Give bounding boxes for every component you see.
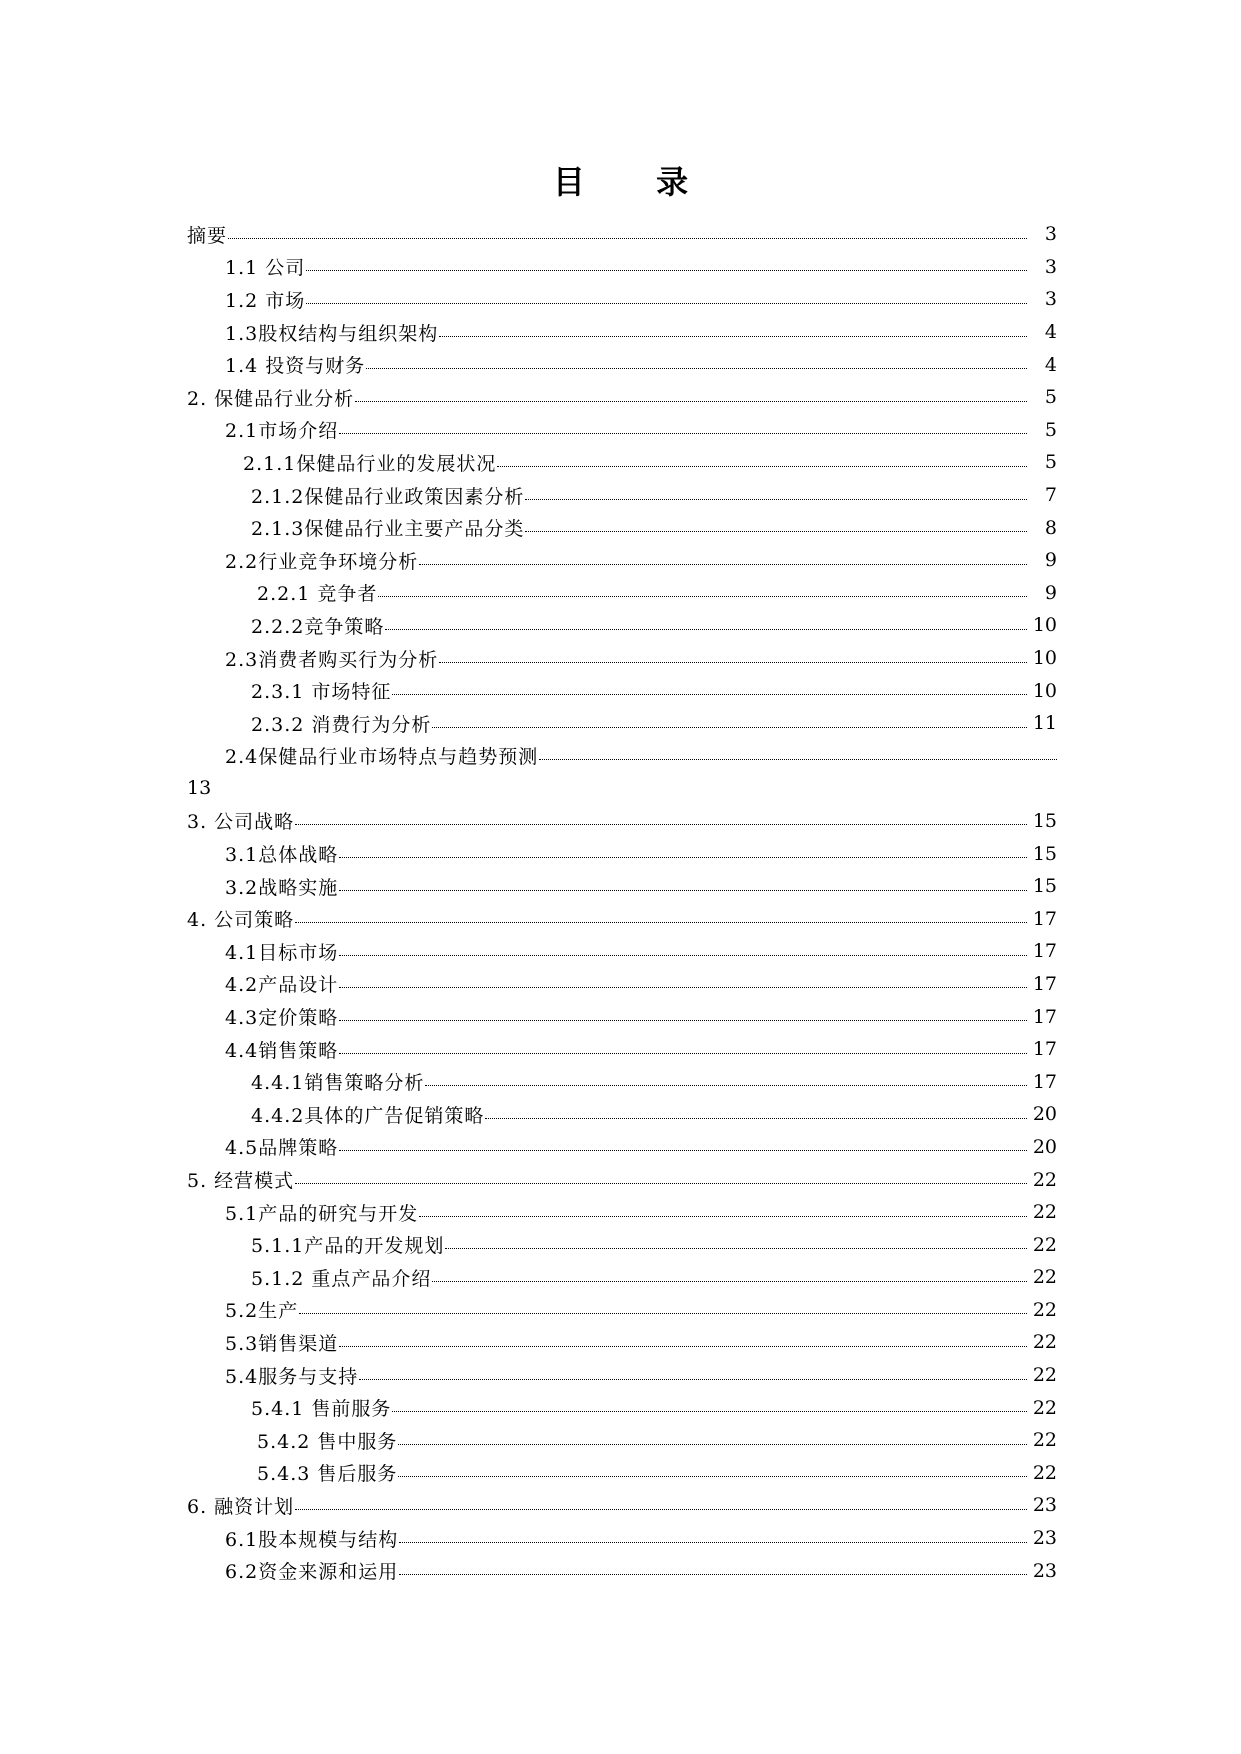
toc-entry-text: 5.4.1 售前服务 [251,1398,392,1421]
toc-entry-2-2[interactable] [187,544,1057,577]
toc-entry-2-1-2[interactable] [187,479,1057,512]
toc-entry-text: 3.2战略实施 [225,876,339,899]
toc-entry-abstract[interactable] [187,218,1057,251]
toc-entry-text: 2.2行业竞争环境分析 [225,550,419,573]
toc-entry-2-4-page-line [187,772,1057,805]
toc-page-number: 8 [1044,516,1057,539]
toc-entry-4-2[interactable] [187,968,1057,1001]
toc-page-number: 17 [1032,972,1057,995]
toc-entry-text: 1.4 投资与财务 [225,355,366,378]
toc-entry-5-1-2[interactable] [187,1261,1057,1294]
toc-page-number: 17 [1032,1070,1057,1093]
toc-page-number: 23 [1032,1559,1057,1582]
toc-entry-text: 5.1.2 重点产品介绍 [251,1267,432,1290]
toc-entry-1-2[interactable] [187,283,1057,316]
toc-entry-2-1-3[interactable] [187,511,1057,544]
toc-entry-2-2-2[interactable] [187,609,1057,642]
dot-leader [339,857,1027,858]
toc-title: 目 录 [552,163,719,201]
dot-leader [419,1216,1027,1217]
toc-entry-text: 2.3.1 市场特征 [251,681,392,704]
toc-entry-text: 4.3定价策略 [225,1007,339,1030]
toc-entry-text: 2.3消费者购买行为分析 [225,648,439,671]
toc-page-number: 3 [1044,255,1057,278]
toc-entry-2-3-1[interactable] [187,674,1057,707]
dot-leader [339,1150,1027,1151]
toc-entry-3-1[interactable] [187,837,1057,870]
toc-entry-text: 6. 融资计划 [187,1495,295,1518]
dot-leader [398,1476,1026,1477]
dot-leader [306,270,1027,271]
toc-entry-5[interactable] [187,1163,1057,1196]
toc-entry-text: 5.2生产 [225,1300,299,1323]
toc-page-number: 22 [1032,1266,1057,1289]
toc-page-number: 22 [1032,1168,1057,1191]
toc-entry-text: 2.2.1 竞争者 [257,583,378,606]
toc-entry-2-2-1[interactable] [187,577,1057,610]
toc-entry-text: 2. 保健品行业分析 [187,387,355,410]
dot-leader [485,1118,1026,1119]
toc-page-number: 23 [1032,1527,1057,1550]
toc-entry-text: 5.1产品的研究与开发 [225,1202,419,1225]
toc-entry-text: 摘要 [187,224,228,247]
toc-page-number: 22 [1032,1364,1057,1387]
toc-page-number: 4 [1044,321,1057,344]
dot-leader [399,1574,1027,1575]
toc-page-number: 20 [1032,1103,1057,1126]
toc-entry-5-4-3[interactable] [187,1457,1057,1490]
toc-entry-text: 3.1总体战略 [225,844,339,867]
dot-leader [339,987,1027,988]
toc-entry-2-4[interactable] [187,740,1057,773]
toc-entry-4-4-1[interactable] [187,1065,1057,1098]
toc-entry-text: 6.1股本规模与结构 [225,1528,399,1551]
dot-leader [445,1248,1026,1249]
toc-entry-text: 4. 公司策略 [187,909,295,932]
toc-entry-1-3[interactable] [187,316,1057,349]
dot-leader [355,401,1027,402]
toc-entry-text: 1.2 市场 [225,289,306,312]
toc-entry-6-2[interactable] [187,1554,1057,1587]
toc-entry-text: 2.4保健品行业市场特点与趋势预测 [225,746,539,769]
toc-entry-5-4[interactable] [187,1359,1057,1392]
dot-leader [295,1183,1027,1184]
dot-leader [306,303,1027,304]
toc-entry-text: 4.2产品设计 [225,974,339,997]
toc-page-number: 17 [1032,940,1057,963]
toc-entry-text: 1.1 公司 [225,257,306,280]
toc-entry-text: 5.4服务与支持 [225,1365,359,1388]
toc-entry-text: 5.3销售渠道 [225,1332,339,1355]
dot-leader [339,955,1027,956]
toc-page-number: 23 [1032,1494,1057,1517]
toc-entry-2-1[interactable] [187,414,1057,447]
toc-page-number: 17 [1032,1005,1057,1028]
dot-leader [366,368,1027,369]
toc-entry-text: 4.1目标市场 [225,941,339,964]
toc-page-number: 15 [1032,809,1057,832]
dot-leader [385,629,1026,630]
toc-entry-text: 2.1市场介绍 [225,420,339,443]
toc-entry-4-4[interactable] [187,1033,1057,1066]
toc-entry-2-3[interactable] [187,642,1057,675]
toc-page-number: 15 [1032,842,1057,865]
dot-leader [378,596,1027,597]
toc-page-number: 22 [1032,1233,1057,1256]
toc-page-number: 10 [1032,614,1057,637]
toc-list [187,218,1057,1587]
toc-page-number: 9 [1044,549,1057,572]
toc-page-number: 17 [1032,907,1057,930]
toc-entry-text: 5. 经营模式 [187,1170,295,1193]
toc-page-number: 5 [1044,451,1057,474]
dot-leader [432,1281,1026,1282]
toc-entry-text: 2.1.1保健品行业的发展状况 [243,452,497,475]
toc-entry-2-3-2[interactable] [187,707,1057,740]
toc-entry-text: 5.1.1产品的开发规划 [251,1235,445,1258]
toc-entry-4-5[interactable] [187,1131,1057,1164]
toc-entry-6-1[interactable] [187,1522,1057,1555]
dot-leader [295,922,1027,923]
dot-leader [392,694,1026,695]
toc-page-number: 22 [1032,1331,1057,1354]
toc-page-number: 22 [1032,1396,1057,1419]
dot-leader [295,824,1027,825]
toc-entry-4-3[interactable] [187,1000,1057,1033]
toc-entry-text: 5.4.2 售中服务 [257,1430,398,1453]
toc-page-number: 10 [1032,679,1057,702]
toc-page-number: 17 [1032,1038,1057,1061]
toc-entry-text: 2.1.3保健品行业主要产品分类 [251,518,525,541]
toc-entry-1-1[interactable] [187,251,1057,284]
toc-entry-5-3[interactable] [187,1326,1057,1359]
dot-leader [432,727,1026,728]
toc-entry-5-4-1[interactable] [187,1391,1057,1424]
dot-leader [439,336,1027,337]
dot-leader [299,1313,1027,1314]
dot-leader [398,1444,1026,1445]
dot-leader [295,1509,1027,1510]
toc-page-number: 22 [1032,1429,1057,1452]
dot-leader [497,466,1027,467]
toc-entry-text: 4.4销售策略 [225,1039,339,1062]
toc-page-number: 5 [1044,418,1057,441]
toc-entry-6[interactable] [187,1489,1057,1522]
toc-entry-text: 2.3.2 消费行为分析 [251,713,432,736]
toc-page-number: 3 [1044,223,1057,246]
dot-leader [339,1053,1027,1054]
dot-leader [392,1411,1026,1412]
dot-leader [339,1346,1027,1347]
toc-page-number: 11 [1032,712,1057,735]
toc-page-number: 22 [1032,1201,1057,1224]
toc-entry-5-1-1[interactable] [187,1228,1057,1261]
toc-entry-text: 6.2资金来源和运用 [225,1561,399,1584]
toc-entry-3-2[interactable] [187,870,1057,903]
toc-page-number: 7 [1044,484,1057,507]
toc-entry-text: 3. 公司战略 [187,811,295,834]
toc-page-number: 13 [187,777,212,800]
dot-leader [539,759,1057,760]
toc-page-number: 20 [1032,1135,1057,1158]
dot-leader [419,564,1027,565]
toc-page-number: 10 [1032,647,1057,670]
toc-entry-text: 2.2.2竞争策略 [251,615,385,638]
dot-leader [525,531,1027,532]
toc-page-number: 22 [1032,1461,1057,1484]
toc-entry-4[interactable] [187,902,1057,935]
toc-entry-text: 5.4.3 售后服务 [257,1463,398,1486]
toc-entry-4-1[interactable] [187,935,1057,968]
dot-leader [339,1020,1027,1021]
toc-entry-text: 1.3股权结构与组织架构 [225,322,439,345]
toc-page-number: 9 [1044,581,1057,604]
toc-entry-4-4-2[interactable] [187,1098,1057,1131]
toc-entry-2[interactable] [187,381,1057,414]
toc-entry-text: 4.5品牌策略 [225,1137,339,1160]
dot-leader [339,433,1027,434]
dot-leader [439,662,1027,663]
dot-leader [525,499,1027,500]
dot-leader [339,890,1027,891]
toc-entry-text: 2.1.2保健品行业政策因素分析 [251,485,525,508]
toc-page-number: 15 [1032,875,1057,898]
dot-leader [425,1085,1026,1086]
toc-page-number: 4 [1044,353,1057,376]
toc-page-number: 22 [1032,1298,1057,1321]
toc-entry-2-1-1[interactable] [187,446,1057,479]
dot-leader [359,1379,1027,1380]
toc-page-number: 3 [1044,288,1057,311]
toc-page-number: 5 [1044,386,1057,409]
toc-entry-5-1[interactable] [187,1196,1057,1229]
toc-entry-1-4[interactable] [187,348,1057,381]
toc-entry-5-4-2[interactable] [187,1424,1057,1457]
toc-entry-5-2[interactable] [187,1294,1057,1327]
dot-leader [399,1542,1027,1543]
toc-entry-text: 4.4.1销售策略分析 [251,1072,425,1095]
toc-entry-3[interactable] [187,805,1057,838]
dot-leader [228,238,1027,239]
toc-entry-text: 4.4.2具体的广告促销策略 [251,1104,485,1127]
